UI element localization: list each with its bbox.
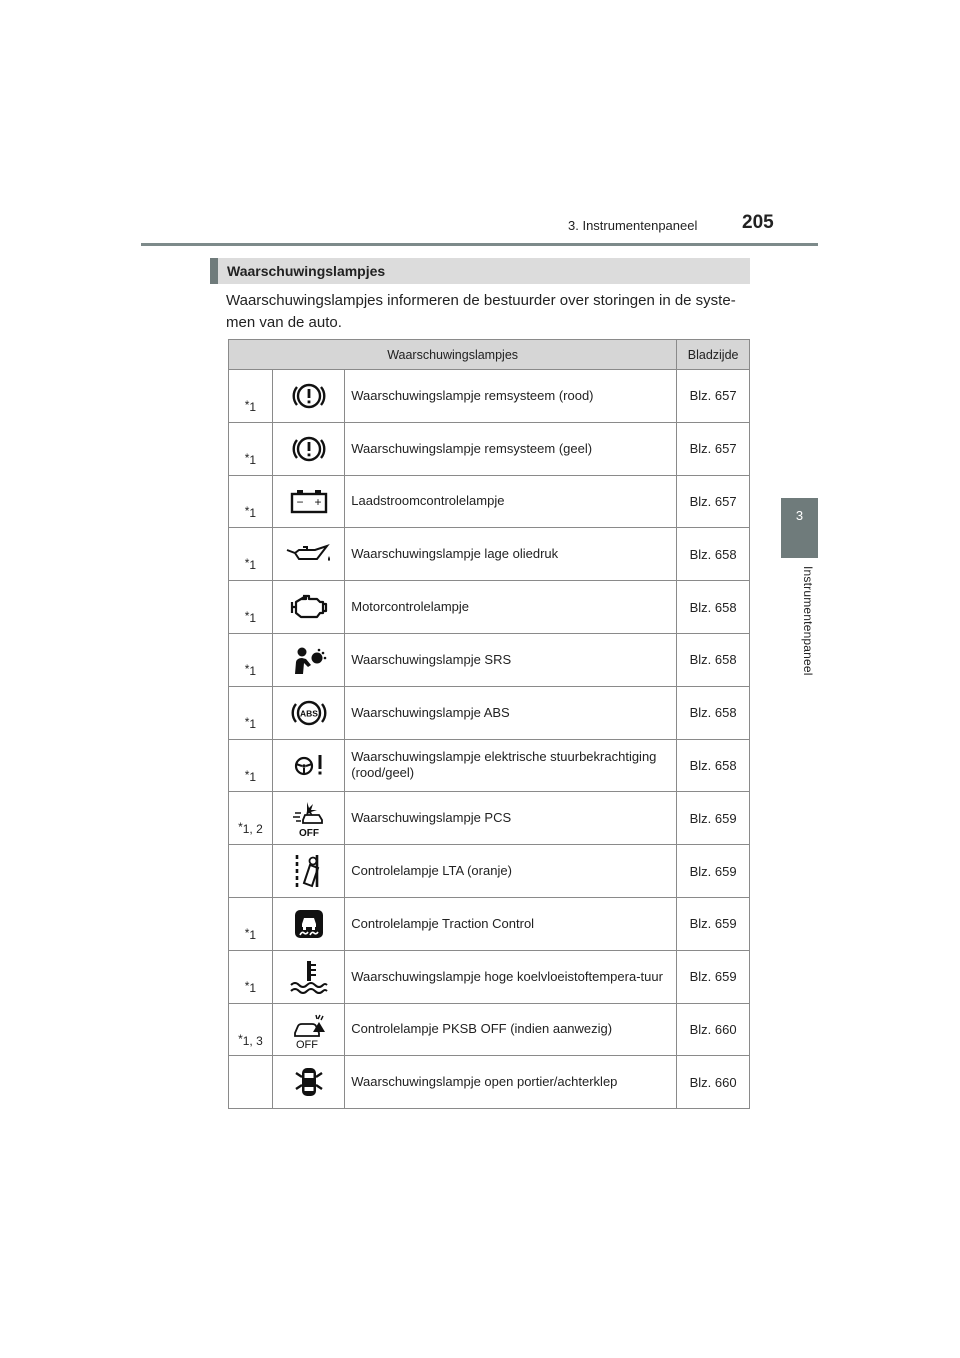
table-row xyxy=(229,950,750,1003)
table-row xyxy=(229,475,750,528)
footnote-ref: 1 xyxy=(249,400,257,414)
footnote-ref: 1 xyxy=(249,927,257,942)
open-door-icon xyxy=(272,1056,344,1109)
footnote-cell: *1 xyxy=(229,950,273,1003)
page-reference: Blz. 659 xyxy=(677,792,750,845)
lamp-description: Waarschuwingslampje ABS xyxy=(345,686,677,739)
lamp-description: Controlelampje PKSB OFF (indien aanwezig) xyxy=(345,1003,677,1056)
abs-icon xyxy=(272,686,344,739)
table-row xyxy=(229,1003,750,1056)
battery-icon xyxy=(272,475,344,528)
table-row xyxy=(229,422,750,475)
footnote-cell: *1, 3 xyxy=(229,1003,273,1056)
footnote-cell: *1 xyxy=(229,739,273,792)
abs-label: ABS xyxy=(299,708,318,719)
pksb-off-icon xyxy=(272,1003,344,1056)
battery-plus-label: + xyxy=(314,495,322,510)
footnote-ref: 1, 2 xyxy=(242,822,263,837)
brake-warning-icon xyxy=(272,422,344,475)
header-page: Bladzijde xyxy=(677,340,750,370)
page-reference: Blz. 657 xyxy=(677,370,750,423)
warning-lamp-table xyxy=(228,339,750,1109)
lamp-description: Waarschuwingslampje PCS xyxy=(345,792,677,845)
lamp-description: Waarschuwingslampje lage oliedruk xyxy=(345,528,677,581)
oil-can-icon xyxy=(272,528,344,581)
intro-line-1: Waarschuwingslampjes informeren de bestuurder over storingen in de syste- xyxy=(226,292,736,309)
lamp-description: Laadstroomcontrolelampje xyxy=(345,475,677,528)
footnote-ref: 1, 3 xyxy=(242,1033,263,1048)
page-reference: Blz. 658 xyxy=(677,739,750,792)
page-reference: Blz. 658 xyxy=(677,581,750,634)
lamp-description: Controlelampje LTA (oranje) xyxy=(345,845,677,898)
table-header-row xyxy=(229,340,750,370)
footnote-cell: *1 xyxy=(229,897,273,950)
steering-warning-icon xyxy=(272,739,344,792)
footnote-cell: *1 xyxy=(229,633,273,686)
battery-minus-label: − xyxy=(296,495,304,510)
lamp-description: Motorcontrolelampje xyxy=(345,581,677,634)
table-row xyxy=(229,686,750,739)
footnote-cell xyxy=(229,845,273,898)
footnote-ref: 1 xyxy=(249,611,257,626)
pcs-off-icon xyxy=(272,792,344,845)
table-row xyxy=(229,1056,750,1109)
footnote-cell: *1 xyxy=(229,528,273,581)
page-reference: Blz. 657 xyxy=(677,422,750,475)
table-row xyxy=(229,581,750,634)
footnote-cell xyxy=(229,1056,273,1109)
lamp-description: Waarschuwingslampje remsysteem (geel) xyxy=(345,422,677,475)
page-reference: Blz. 660 xyxy=(677,1003,750,1056)
table-row xyxy=(229,792,750,845)
lamp-description: Waarschuwingslampje open portier/achterklep xyxy=(345,1056,677,1109)
table-row xyxy=(229,845,750,898)
footnote-ref: 1 xyxy=(249,505,257,520)
coolant-temp-icon xyxy=(272,950,344,1003)
page-reference: Blz. 659 xyxy=(677,897,750,950)
footnote-cell: *1 xyxy=(229,370,273,423)
engine-icon xyxy=(272,581,344,634)
footnote-cell: *1 xyxy=(229,686,273,739)
chapter-title: 3. Instrumentenpaneel xyxy=(568,218,698,233)
table-row xyxy=(229,528,750,581)
off-label: OFF xyxy=(298,828,319,839)
footnote-ref: 1 xyxy=(249,558,257,573)
footnote-ref: 1 xyxy=(249,980,257,995)
section-heading: Waarschuwingslampjes xyxy=(210,258,750,284)
page-reference: Blz. 658 xyxy=(677,686,750,739)
intro-line-2: men van de auto. xyxy=(226,314,342,331)
airbag-icon xyxy=(272,633,344,686)
chapter-tab: 3 xyxy=(781,498,818,558)
footnote-ref: 1 xyxy=(249,663,257,678)
footnote-cell: *1 xyxy=(229,475,273,528)
lta-icon xyxy=(272,845,344,898)
table-row xyxy=(229,739,750,792)
lamp-description: Controlelampje Traction Control xyxy=(345,897,677,950)
intro-text xyxy=(226,290,754,334)
footnote-cell: *1, 2 xyxy=(229,792,273,845)
footnote-ref: 1 xyxy=(249,452,257,467)
lamp-description: Waarschuwingslampje remsysteem (rood) xyxy=(345,370,677,423)
lamp-description: Waarschuwingslampje SRS xyxy=(345,633,677,686)
header-lamps: Waarschuwingslampjes xyxy=(229,340,677,370)
page-reference: Blz. 658 xyxy=(677,633,750,686)
footnote-cell: *1 xyxy=(229,422,273,475)
page-reference: Blz. 660 xyxy=(677,1056,750,1109)
lamp-description: Waarschuwingslampje elektrische stuurbekrachtiging (rood/geel) xyxy=(345,739,677,792)
table-row xyxy=(229,897,750,950)
page-reference: Blz. 657 xyxy=(677,475,750,528)
footnote-ref: 1 xyxy=(249,716,257,731)
lamp-description: Waarschuwingslampje hoge koelvloeistoftempera-tuur xyxy=(345,950,677,1003)
page-reference: Blz. 659 xyxy=(677,950,750,1003)
table-row xyxy=(229,370,750,423)
header-rule xyxy=(141,243,818,246)
chapter-tab-label: Instrumentenpaneel xyxy=(801,566,815,676)
page-reference: Blz. 658 xyxy=(677,528,750,581)
page-number: 205 xyxy=(742,212,774,233)
off-label: OFF xyxy=(295,1039,318,1050)
table-row xyxy=(229,633,750,686)
footnote-cell: *1 xyxy=(229,581,273,634)
page-reference: Blz. 659 xyxy=(677,845,750,898)
brake-warning-icon xyxy=(272,370,344,423)
traction-control-icon xyxy=(272,897,344,950)
footnote-ref: 1 xyxy=(249,769,257,784)
